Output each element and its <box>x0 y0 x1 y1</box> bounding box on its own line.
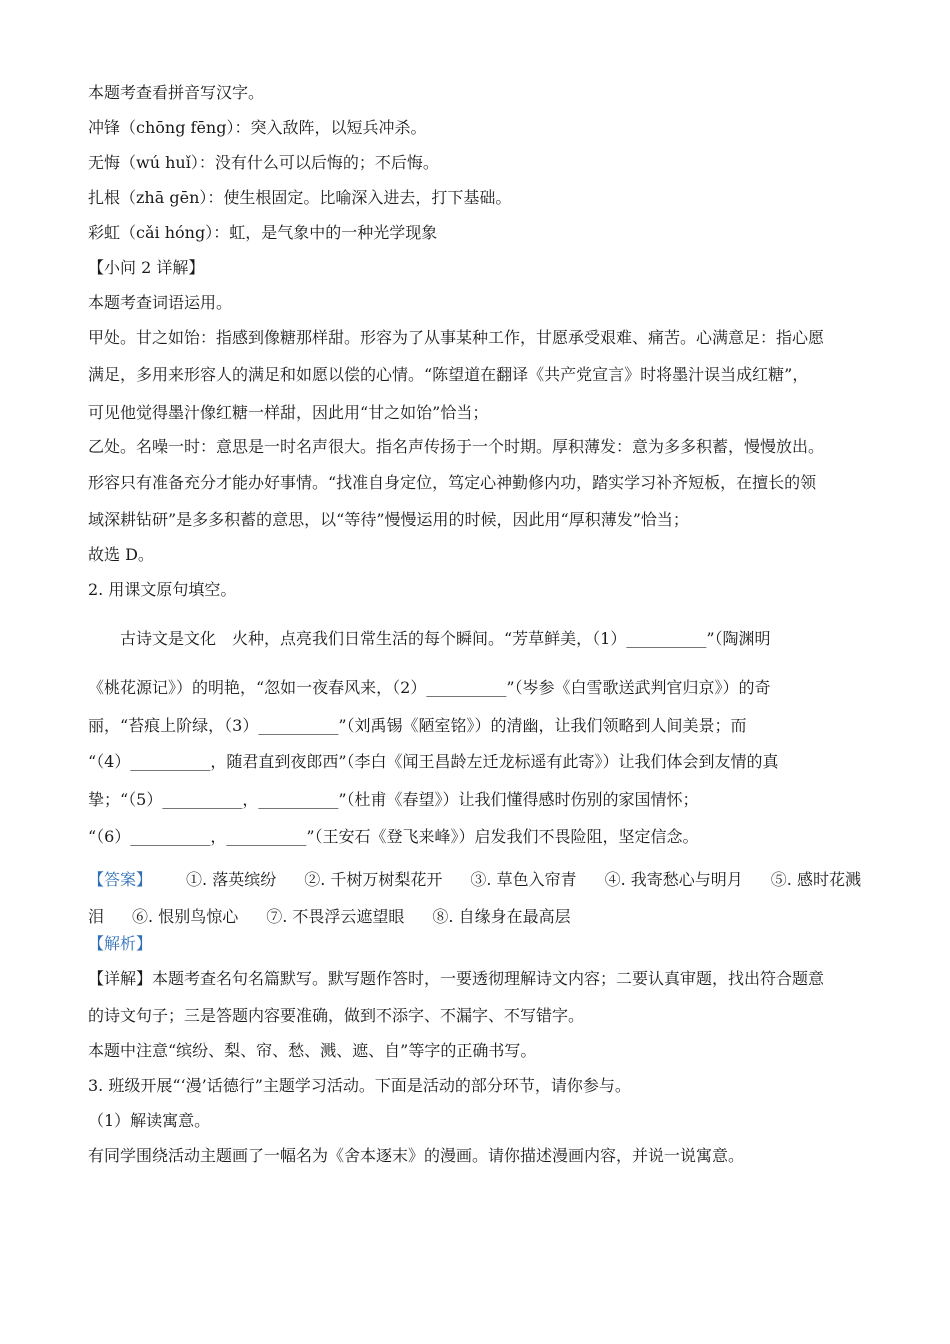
text-line: 的诗文句子；三是答题内容要准确，做到不添字、不漏字、不写错字。 <box>88 1006 585 1025</box>
text-line: 【详解】本题考查名句名篇默写。默写题作答时，一要透彻理解诗文内容；二要认真审题，找出符合题意 <box>88 969 825 988</box>
text-line: 冲锋（chōng fēng）：突入敌阵，以短兵冲杀。 <box>88 118 427 137</box>
answer-item: ③. 草色入帘青 <box>470 870 577 889</box>
text-line: 本题考查看拼音写汉字。 <box>88 83 265 102</box>
text-line: 故选 D。 <box>88 545 154 564</box>
text-line: 本题中注意“缤纷、梨、帘、愁、溅、遮、自”等字的正确书写。 <box>88 1041 537 1060</box>
text-line: 无悔（wú huǐ）：没有什么可以后悔的；不后悔。 <box>88 153 439 172</box>
answer-item: ①. 落英缤纷 <box>186 870 277 889</box>
text-line: 甲处。甘之如饴：指感到像糖那样甜。形容为了从事某种工作，甘愿承受艰难、痛苦。心满意足：指心愿 <box>88 328 825 347</box>
answer-label: 【答案】 <box>88 870 153 889</box>
question-title: 2. 用课文原句填空。 <box>88 580 237 599</box>
analysis-label: 【解析】 <box>88 934 153 953</box>
text-line: 扎根（zhā gēn）：使生根固定。比喻深入进去，打下基础。 <box>88 188 512 207</box>
answer-item: ④. 我寄愁心与明月 <box>604 870 743 889</box>
question-paragraph: 古诗文是文化 火种，点亮我们日常生活的每个瞬间。“芳草鲜美，（1）__________”（陶渊明 <box>120 629 771 648</box>
question-paragraph: 挚；“（5）__________，__________”（杜甫《春望》）让我们懂得感时伤别的家国情怀； <box>88 790 699 809</box>
answer-item: ⑥. 恨别鸟惊心 <box>132 907 239 926</box>
sub-question: （1）解读寓意。 <box>88 1111 211 1130</box>
question-paragraph: 《桃花源记》）的明艳，“忽如一夜春风来，（2）__________”（岑参《白雪歌送武判官归京》）的奇 <box>88 678 771 697</box>
question-title: 3. 班级开展“‘漫’话德行”主题学习活动。下面是活动的部分环节，请你参与。 <box>88 1076 631 1095</box>
section-heading: 【小问 2 详解】 <box>88 258 205 277</box>
text-line: 本题考查词语运用。 <box>88 293 233 312</box>
question-paragraph: “（6）__________，__________”（王安石《登飞来峰》）启发我们不畏险阻，坚定信念。 <box>88 827 699 846</box>
text-line: 有同学围绕活动主题画了一幅名为《舍本逐末》的漫画。请你描述漫画内容，并说一说寓意。 <box>88 1146 745 1165</box>
text-line: 满足，多用来形容人的满足和如愿以偿的心情。“陈望道在翻译《共产党宣言》时将墨汁误当成红糖”， <box>88 365 809 384</box>
answer-item: ⑧. 自缘身在最高层 <box>432 907 571 926</box>
question-paragraph: “（4）__________，随君直到夜郎西”（李白《闻王昌龄左迁龙标遥有此寄》）让我们体会到友情的真 <box>88 752 779 771</box>
text-line: 彩虹（cǎi hóng）：虹，是气象中的一种光学现象 <box>88 223 438 242</box>
answer-block <box>88 861 878 935</box>
answer-item: ⑦. 不畏浮云遮望眼 <box>266 907 405 926</box>
text-line: 域深耕钻研”是多多积蓄的意思，以“等待”慢慢运用的时候，因此用“厚积薄发”恰当； <box>88 510 689 529</box>
question-paragraph: 丽，“苔痕上阶绿，（3）__________”（刘禹锡《陋室铭》）的清幽，让我们领略到人间美景；而 <box>88 716 747 735</box>
answer-item: ⑤. 感时花溅泪 <box>88 870 861 926</box>
text-line: 可见他觉得墨汁像红糖一样甜，因此用“甘之如饴”恰当； <box>88 403 489 422</box>
text-line: 乙处。名噪一时：意思是一时名声很大。指名声传扬于一个时期。厚积薄发：意为多多积蓄，慢慢放出。 <box>88 437 825 456</box>
answer-item: ②. 千树万树梨花开 <box>304 870 443 889</box>
text-line: 形容只有准备充分才能办好事情。“找准自身定位，笃定心神勤修内功，踏实学习补齐短板，在擅长的领 <box>88 473 817 492</box>
